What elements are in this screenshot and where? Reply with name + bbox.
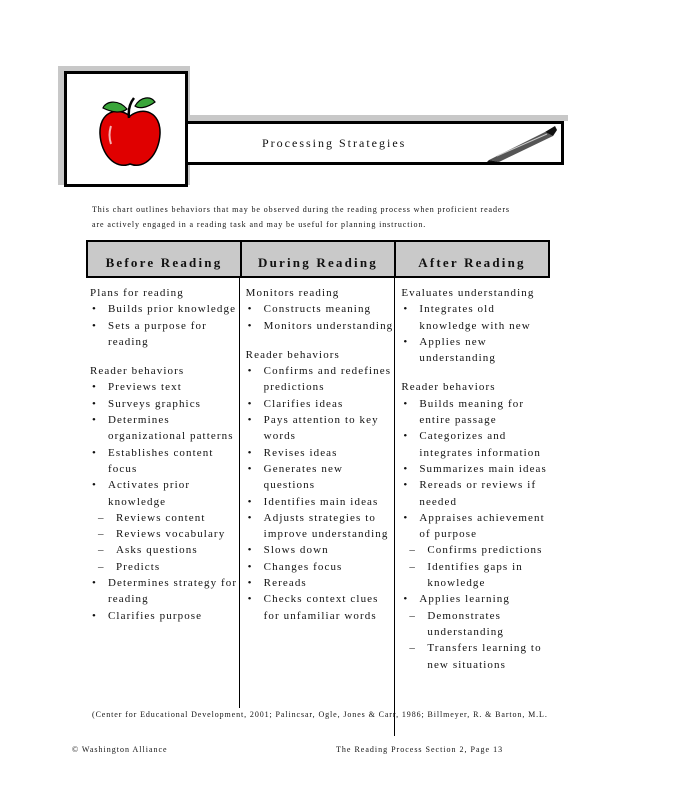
list-item: • Sets a purpose for reading (90, 318, 239, 351)
list-item: • Constructs meaning (246, 301, 395, 317)
list-item: • Applies learning (401, 591, 550, 607)
column-before (86, 278, 239, 683)
citation: (Center for Educational Development, 2001; Palincsar, Ogle, Jones & Carr, 1986; Billmeyer, R. & Barton, M.L. (92, 710, 548, 719)
table-header (86, 240, 550, 278)
behavior-list (246, 301, 395, 334)
strategies-table (86, 240, 550, 736)
list-item: • Surveys graphics (90, 396, 239, 412)
footer-copyright: © Washington Alliance (72, 745, 168, 754)
column-section (401, 379, 550, 672)
list-item: • Clarifies purpose (90, 608, 239, 624)
section-heading: Evaluates understanding (401, 287, 535, 299)
behavior-list (401, 301, 550, 366)
behavior-list (90, 301, 239, 350)
list-item: – Confirms predictions (401, 542, 550, 558)
list-item: • Confirms and redefines predictions (246, 363, 395, 396)
section-heading: Plans for reading (90, 287, 184, 299)
page-title: Processing Strategies (262, 136, 407, 150)
column-heading-after: After Reading (394, 242, 548, 276)
list-item: • Applies new understanding (401, 334, 550, 367)
title-banner (188, 121, 564, 165)
list-item: • Clarifies ideas (246, 396, 395, 412)
section-heading: Reader behaviors (245, 348, 340, 361)
behavior-list (246, 363, 395, 624)
list-item: • Changes focus (246, 559, 395, 575)
column-during (239, 278, 395, 708)
list-item: • Previews text (90, 379, 239, 395)
list-item: – Predicts (90, 559, 239, 575)
column-section (401, 285, 550, 366)
apple-icon (97, 94, 163, 170)
list-item: • Generates new questions (246, 461, 395, 494)
behavior-list (401, 396, 550, 673)
section-heading: Monitors reading (245, 287, 340, 299)
list-item: – Reviews content (90, 510, 239, 526)
list-item: – Demonstrates understanding (401, 608, 550, 641)
list-item: • Categorizes and integrates information (401, 428, 550, 461)
list-item: • Determines strategy for reading (90, 575, 239, 608)
list-item: – Reviews vocabulary (90, 526, 239, 542)
list-item: • Slows down (246, 542, 395, 558)
list-item: • Establishes content focus (90, 445, 239, 478)
list-item: – Identifies gaps in knowledge (401, 559, 550, 592)
list-item: • Rereads (246, 575, 395, 591)
list-item: • Integrates old knowledge with new (401, 301, 550, 334)
pen-icon (487, 126, 557, 162)
section-heading: Reader behaviors (401, 381, 496, 394)
list-item: • Determines organizational patterns (90, 412, 239, 445)
list-item: • Activates prior knowledge (90, 477, 239, 510)
list-item: – Transfers learning to new situations (401, 640, 550, 673)
list-item: • Pays attention to key words (246, 412, 395, 445)
column-section (90, 363, 239, 624)
behavior-list (90, 379, 239, 623)
list-item: • Checks context clues for unfamiliar words (246, 591, 395, 624)
list-item: • Identifies main ideas (246, 494, 395, 510)
list-item: • Monitors understanding (246, 318, 395, 334)
list-item: • Adjusts strategies to improve understanding (246, 510, 395, 543)
footer-page-info: The Reading Process Section 2, Page 13 (336, 745, 504, 754)
logo-box (64, 71, 188, 187)
column-section (246, 347, 395, 624)
list-item: • Revises ideas (246, 445, 395, 461)
column-section (246, 285, 395, 334)
table-body (86, 278, 550, 736)
list-item: • Builds prior knowledge (90, 301, 239, 317)
list-item: • Summarizes main ideas (401, 461, 550, 477)
section-heading: Reader behaviors (90, 365, 185, 378)
column-heading-during: During Reading (240, 242, 394, 276)
column-after (394, 278, 550, 736)
intro-text: This chart outlines behaviors that may be observed during the reading process when proficient readers are actively engaged in a reading task and may be useful for planning instruction. (92, 205, 510, 229)
column-section (90, 285, 239, 350)
list-item: – Asks questions (90, 542, 239, 558)
list-item: • Builds meaning for entire passage (401, 396, 550, 429)
list-item: • Appraises achievement of purpose (401, 510, 550, 543)
list-item: • Rereads or reviews if needed (401, 477, 550, 510)
column-heading-before: Before Reading (105, 255, 223, 270)
